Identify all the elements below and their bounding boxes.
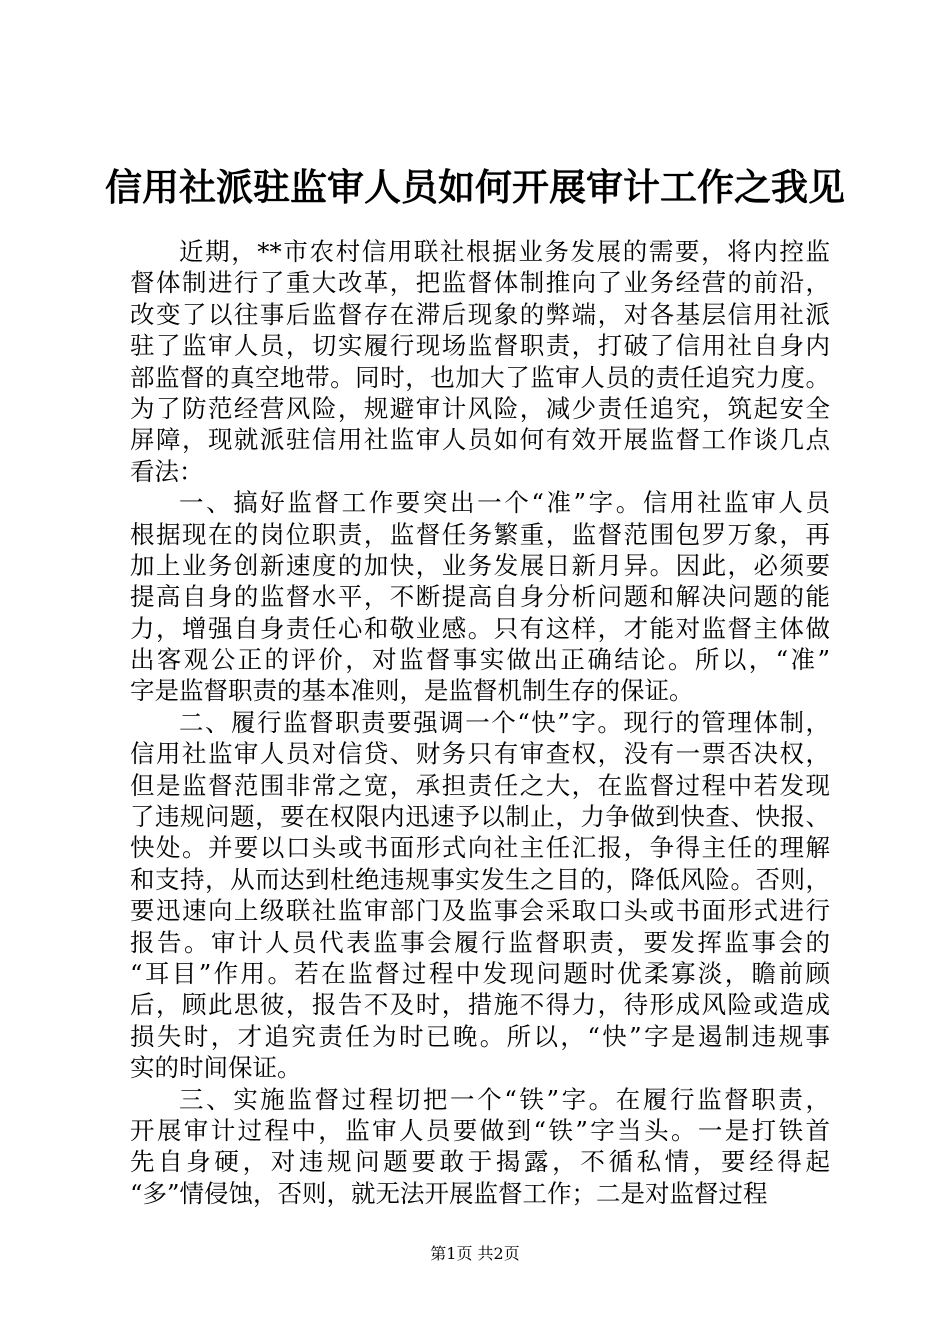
paragraph-line: 快处。并要以口头或书面形式向社主任汇报，争得主任的理解 bbox=[130, 833, 830, 863]
paragraph-first-line: 近期，**市农村信用联社根据业务发展的需要，将内控监 bbox=[179, 237, 830, 266]
page-footer: 第1页 共2页 bbox=[430, 1244, 520, 1263]
document-body bbox=[130, 236, 830, 1209]
paragraph-line: 部监督的真空地带。同时，也加大了监审人员的责任追究力度。 bbox=[130, 362, 830, 392]
paragraph-line: 督体制进行了重大改革，把监督体制推向了业务经营的前沿， bbox=[130, 268, 830, 298]
paragraph-line: 先自身硬，对违规问题要敢于揭露，不循私情，要经得起 bbox=[130, 1147, 830, 1177]
paragraph-line: 屏障，现就派驻信用社监审人员如何有效开展监督工作谈几点 bbox=[130, 425, 830, 455]
paragraph-line: 和支持，从而达到杜绝违规事实发生之目的，降低风险。否则， bbox=[130, 864, 830, 894]
paragraph-line: 实的时间保证。 bbox=[130, 1053, 302, 1083]
paragraph-first-line: 三、实施监督过程切把一个“铁”字。在履行监督职责， bbox=[179, 1084, 830, 1114]
paragraph-line: 但是监督范围非常之宽，承担责任之大，在监督过程中若发现 bbox=[130, 770, 830, 800]
paragraph-line: 字是监督职责的基本准则，是监督机制生存的保证。 bbox=[130, 676, 694, 706]
paragraph-line: 报告。审计人员代表监事会履行监督职责，要发挥监事会的 bbox=[130, 927, 830, 957]
document-title: 信用社派驻监审人员如何开展审计工作之我见 bbox=[105, 165, 845, 209]
paragraph-line: 加上业务创新速度的加快，业务发展日新月异。因此，必须要 bbox=[130, 550, 830, 580]
paragraph-line: 后，顾此思彼，报告不及时，措施不得力，待形成风险或造成 bbox=[130, 990, 830, 1020]
paragraph-line: 看法： bbox=[130, 456, 204, 486]
paragraph-line: 根据现在的岗位职责，监督任务繁重，监督范围包罗万象，再 bbox=[130, 519, 830, 549]
paragraph-line: 信用社监审人员对信贷、财务只有审查权，没有一票否决权， bbox=[130, 739, 830, 769]
paragraph-first-line: 二、履行监督职责要强调一个“快”字。现行的管理体制， bbox=[179, 707, 830, 737]
paragraph-line: 为了防范经营风险，规避审计风险，减少责任追究，筑起安全 bbox=[130, 393, 830, 423]
paragraph-line: 力，增强自身责任心和敬业感。只有这样，才能对监督主体做 bbox=[130, 613, 830, 643]
paragraph-line: 提高自身的监督水平，不断提高自身分析问题和解决问题的能 bbox=[130, 582, 830, 612]
paragraph-line: 损失时，才追究责任为时已晚。所以，“快”字是遏制违规事 bbox=[130, 1021, 830, 1051]
paragraph-line: 开展审计过程中，监审人员要做到“铁”字当头。一是打铁首 bbox=[130, 1115, 830, 1145]
paragraph-line: “耳目”作用。若在监督过程中发现问题时优柔寡淡，瞻前顾 bbox=[130, 958, 830, 988]
paragraph-first-line: 一、搞好监督工作要突出一个“准”字。信用社监审人员 bbox=[179, 488, 830, 518]
paragraph-line: “多”情侵蚀，否则，就无法开展监督工作；二是对监督过程 bbox=[130, 1178, 768, 1208]
paragraph-line: 改变了以往事后监督存在滞后现象的弊端，对各基层信用社派 bbox=[130, 299, 830, 329]
paragraph-line: 要迅速向上级联社监审部门及监事会采取口头或书面形式进行 bbox=[130, 896, 830, 926]
paragraph-line: 出客观公正的评价，对监督事实做出正确结论。所以，“准” bbox=[130, 645, 830, 675]
paragraph-line: 驻了监审人员，切实履行现场监督职责，打破了信用社自身内 bbox=[130, 331, 830, 361]
paragraph-line: 了违规问题，要在权限内迅速予以制止，力争做到快查、快报、 bbox=[130, 802, 830, 832]
